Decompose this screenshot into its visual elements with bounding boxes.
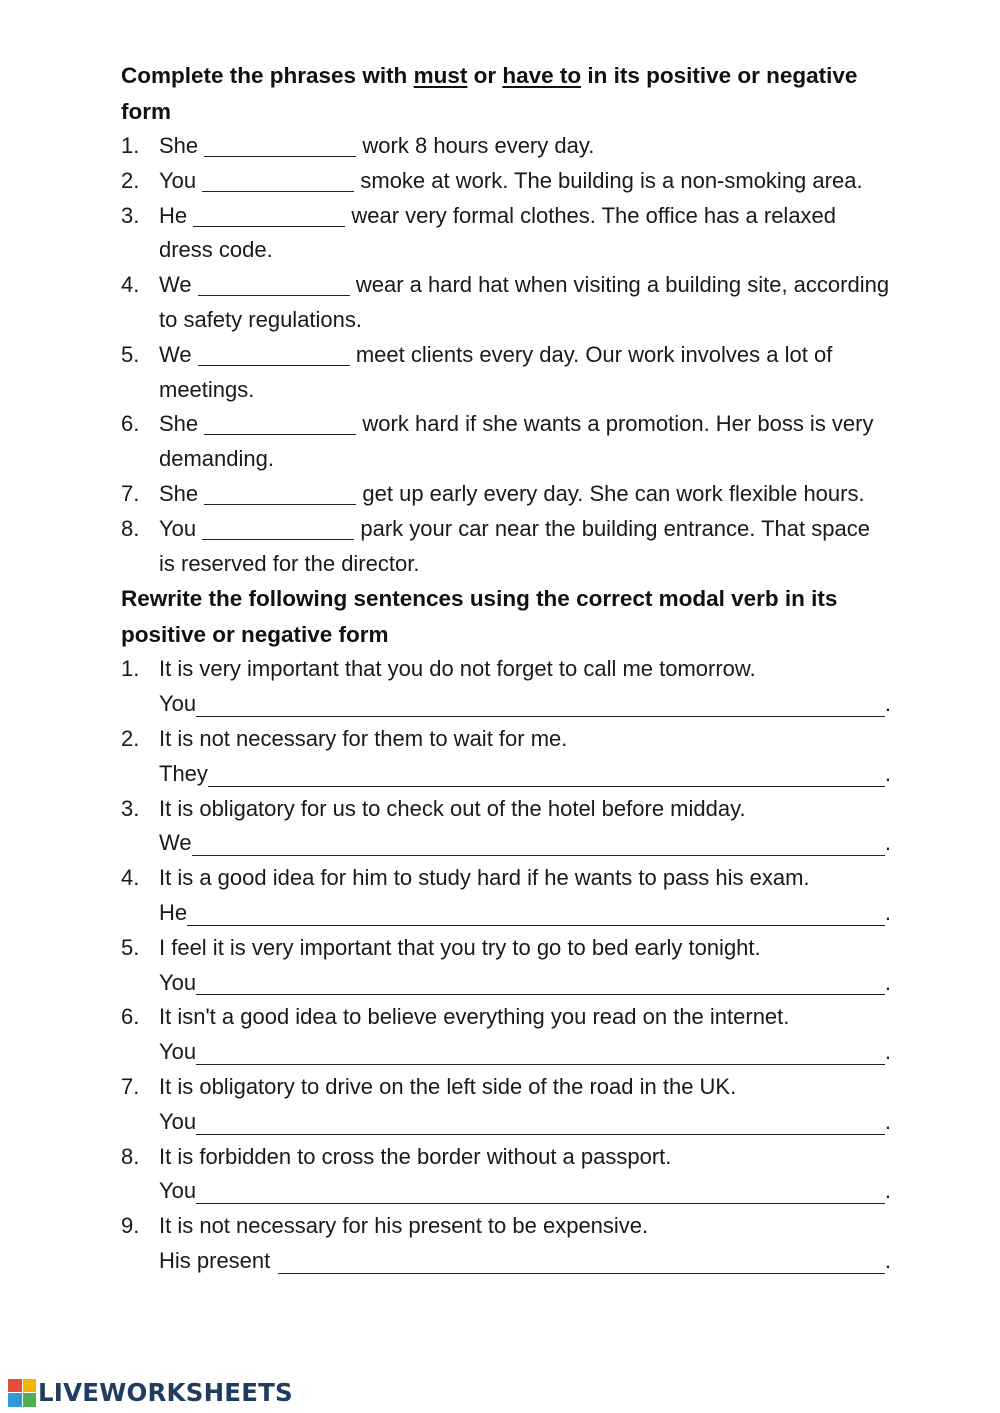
end-period: .: [884, 1247, 891, 1273]
exercise1-item-6: [121, 407, 891, 477]
item-number: 2.: [121, 725, 140, 751]
exercise2-item-2: [121, 722, 891, 792]
fill-in-blank[interactable]: [193, 200, 345, 227]
answer-starter: We: [159, 830, 192, 856]
item-number: 1.: [121, 133, 140, 158]
item-text: wear a hard hat when visiting a building site, according to safety regulations.: [159, 272, 890, 332]
fill-in-blank[interactable]: [204, 478, 356, 505]
item-text: get up early every day. She can work flexible hours.: [362, 480, 865, 506]
item-prompt: It is obligatory to drive on the left side of the road in the UK.: [159, 1073, 737, 1099]
heading-text: Complete the phrases with: [121, 63, 414, 88]
item-subject: He: [159, 202, 188, 228]
answer-starter: You: [159, 1108, 197, 1134]
logo-text: LIVEWORKSHEETS: [38, 1378, 293, 1407]
exercise1-item-5: [121, 338, 891, 408]
exercise2-item-7: [121, 1070, 891, 1140]
answer-starter: You: [159, 1039, 197, 1065]
end-period: .: [884, 830, 891, 856]
answer-starter: You: [159, 969, 197, 995]
item-subject: She: [159, 133, 199, 158]
heading-text: in its positive or negative form: [121, 63, 858, 124]
answer-input-line[interactable]: [192, 829, 885, 856]
item-number: 6.: [121, 1004, 140, 1030]
exercise2-item-6: [121, 1000, 891, 1070]
liveworksheets-logo[interactable]: [8, 1378, 293, 1407]
logo-square-blue: [8, 1393, 22, 1407]
item-number: 4.: [121, 272, 140, 298]
item-prompt: It is forbidden to cross the border without a passport.: [159, 1143, 672, 1169]
answer-input-line[interactable]: [278, 1247, 885, 1274]
exercise2-item-3: [121, 792, 891, 862]
item-number: 3.: [121, 202, 140, 228]
keyword-have-to: have to: [502, 63, 582, 88]
item-number: 5.: [121, 934, 140, 960]
section2-heading: Rewrite the following sentences using the correct modal verb in its positive or negative form: [121, 586, 838, 647]
exercise1-item-8: [121, 512, 891, 582]
worksheet: [121, 58, 891, 1279]
item-number: 7.: [121, 480, 140, 506]
end-period: .: [884, 760, 891, 786]
item-text: wear very formal clothes. The office has a relaxed dress code.: [159, 202, 837, 263]
item-subject: We: [159, 341, 192, 367]
item-number: 7.: [121, 1073, 140, 1099]
answer-starter: You: [159, 1178, 197, 1204]
exercise1-item-4: [121, 268, 891, 338]
item-prompt: It is obligatory for us to check out of the hotel before midday.: [159, 795, 746, 821]
answer-input-line[interactable]: [196, 690, 885, 717]
keyword-must: must: [413, 63, 468, 88]
item-number: 5.: [121, 341, 140, 367]
answer-input-line[interactable]: [208, 760, 885, 787]
answer-starter: He: [159, 899, 188, 925]
exercise2-item-8: [121, 1140, 891, 1210]
fill-in-blank[interactable]: [202, 165, 354, 192]
answer-starter: They: [159, 760, 208, 786]
exercise2-item-9: [121, 1209, 891, 1279]
item-number: 4.: [121, 865, 140, 891]
item-prompt: I feel it is very important that you try to go to bed early tonight.: [159, 934, 761, 960]
heading-text: or: [467, 63, 503, 88]
answer-input-line[interactable]: [196, 1108, 885, 1135]
exercise2-item-5: [121, 931, 891, 1001]
logo-square-red: [8, 1379, 22, 1393]
liveworksheets-logo-icon: [8, 1379, 36, 1407]
item-text: park your car near the building entrance. That space is reserved for the director.: [159, 515, 870, 576]
section1-heading: [121, 58, 891, 129]
answer-input-line[interactable]: [196, 1177, 885, 1204]
end-period: .: [884, 1108, 891, 1134]
item-number: 8.: [121, 515, 140, 541]
item-number: 9.: [121, 1213, 140, 1239]
item-subject: You: [159, 167, 197, 193]
fill-in-blank[interactable]: [204, 408, 356, 435]
exercise2-item-1: [121, 652, 891, 722]
item-subject: We: [159, 272, 192, 298]
exercise1-item-3: [121, 199, 891, 269]
logo-square-yellow: [23, 1379, 37, 1393]
item-prompt: It is not necessary for his present to be expensive.: [159, 1213, 649, 1239]
item-subject: She: [159, 480, 199, 506]
fill-in-blank[interactable]: [198, 269, 350, 296]
item-subject: You: [159, 515, 197, 541]
item-number: 8.: [121, 1143, 140, 1169]
fill-in-blank[interactable]: [198, 339, 350, 366]
item-number: 6.: [121, 411, 140, 437]
item-prompt: It is not necessary for them to wait for me.: [159, 725, 568, 751]
end-period: .: [884, 1039, 891, 1065]
fill-in-blank[interactable]: [204, 130, 356, 157]
section1-list: [121, 129, 891, 581]
item-number: 3.: [121, 795, 140, 821]
item-number: 2.: [121, 167, 140, 193]
item-text: meet clients every day. Our work involves a lot of meetings.: [159, 341, 833, 402]
item-number: 1.: [121, 656, 140, 682]
item-text: work hard if she wants a promotion. Her boss is very demanding.: [159, 411, 874, 472]
end-period: .: [884, 969, 891, 995]
end-period: .: [884, 691, 891, 717]
exercise1-item-7: [121, 477, 891, 512]
item-prompt: It is a good idea for him to study hard if he wants to pass his exam.: [159, 865, 810, 891]
exercise2-item-4: [121, 861, 891, 931]
answer-starter: His present: [159, 1247, 271, 1273]
logo-square-green: [23, 1393, 37, 1407]
end-period: .: [884, 1178, 891, 1204]
answer-starter: You: [159, 691, 197, 717]
answer-input-line[interactable]: [196, 1038, 885, 1065]
exercise1-item-2: [121, 164, 891, 199]
end-period: .: [884, 899, 891, 925]
item-prompt: It is very important that you do not forget to call me tomorrow.: [159, 656, 756, 682]
item-prompt: It isn't a good idea to believe everything you read on the internet.: [159, 1004, 790, 1030]
section2-list: [121, 652, 891, 1278]
item-subject: She: [159, 411, 199, 437]
answer-input-line[interactable]: [196, 968, 885, 995]
item-text: work 8 hours every day.: [362, 133, 595, 158]
answer-input-line[interactable]: [187, 899, 885, 926]
fill-in-blank[interactable]: [202, 513, 354, 540]
exercise1-item-1: [121, 129, 891, 164]
item-text: smoke at work. The building is a non-smoking area.: [360, 167, 863, 193]
